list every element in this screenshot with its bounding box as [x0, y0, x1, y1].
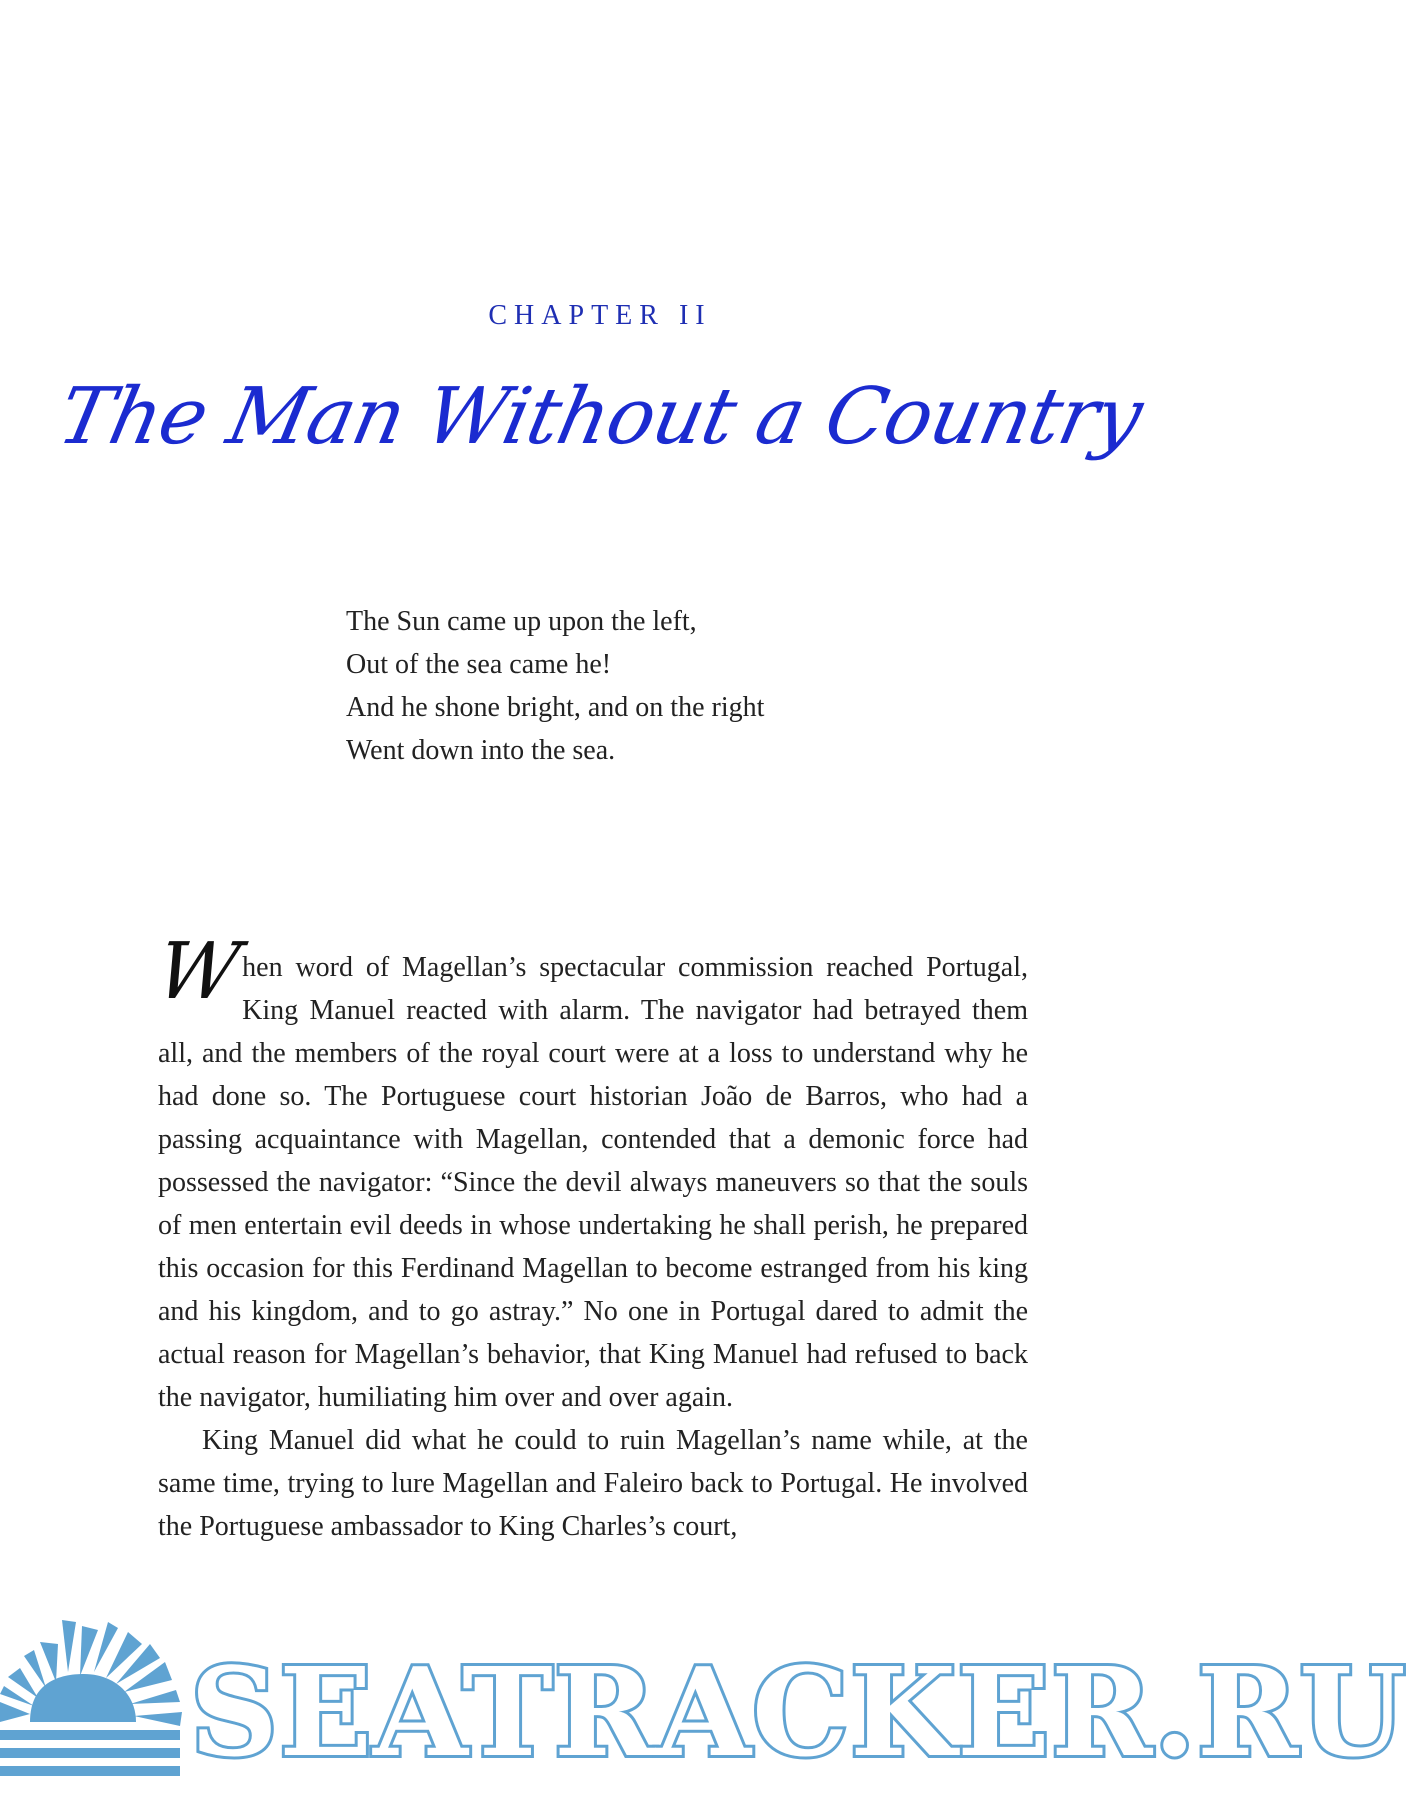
chapter-title: The Man Without a Country: [50, 372, 1150, 462]
epigraph-line: Out of the sea came he!: [346, 649, 612, 680]
epigraph-line: The Sun came up upon the left,: [346, 606, 697, 637]
watermark-text: SEATRACKER.RU: [190, 1640, 1407, 1784]
epigraph: [346, 600, 906, 772]
drop-cap: W: [150, 927, 247, 1017]
watermark: [0, 1622, 1407, 1792]
body-text: [150, 927, 1028, 1548]
body-paragraph-2: King Manuel did what he could to ruin Magellan’s name while, at the same time, trying to lure Magellan and Faleiro back to Portugal. He involved the Portuguese ambassador to King Charles’s court,: [158, 1425, 1028, 1542]
epigraph-line: Went down into the sea.: [346, 735, 616, 766]
epigraph-line: And he shone bright, and on the right: [346, 692, 765, 723]
chapter-label: CHAPTER II: [488, 300, 712, 331]
sunburst-icon: [0, 1622, 190, 1792]
paragraph-1-text: hen word of Magellan’s spectacular commission reached Portugal, King Manuel reacted with alarm. The navigator had betrayed them all, and the members of the royal court were at a loss to understand why he had done so. The Portuguese court historian João de Barros, who had a passing acquaintance with Magellan, contended that a demonic force had possessed the navigator: “Since the devil always maneuvers so that the souls of men entertain evil deeds in whose undertaking he shall perish, he prepared this occasion for this Ferdinand Magellan to become estranged from his king and his kingdom, and to go astray.” No one in Portugal dared to admit the actual reason for Magellan’s behavior, that King Manuel had refused to back the navigator, humiliating him over and over again.: [158, 952, 1028, 1413]
body-paragraph-1: [150, 927, 1028, 1419]
